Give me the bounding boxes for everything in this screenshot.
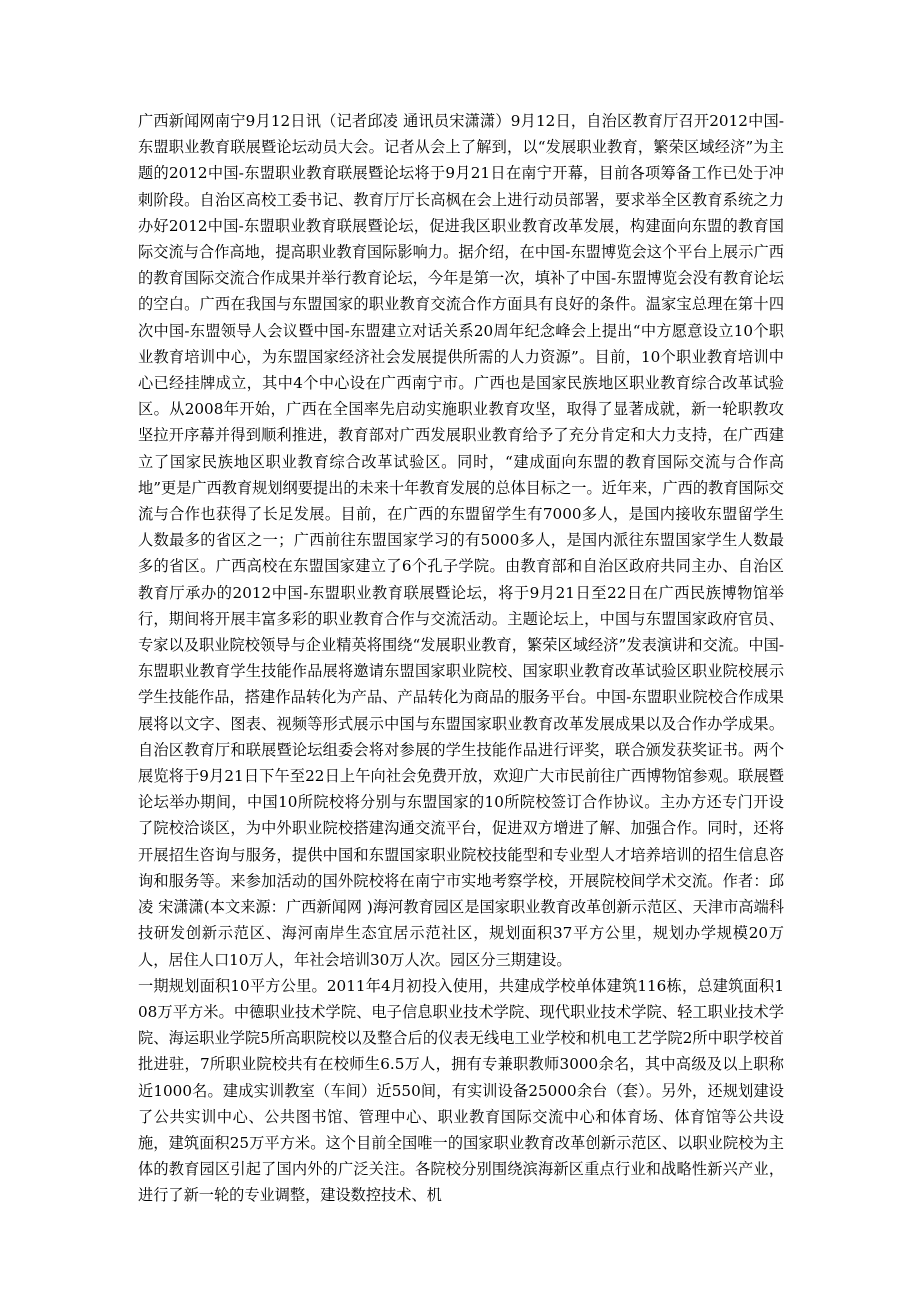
document-page	[138, 108, 784, 1209]
article-paragraph-1: 广西新闻网南宁9月12日讯（记者邱凌 通讯员宋潇潇）9月12日，自治区教育厅召开2012中国-东盟职业教育联展暨论坛动员大会。记者从会上了解到，以“发展职业教育，繁荣区域经济”为主题的2012中国-东盟职业教育联展暨论坛将于9月21日在南宁开幕，目前各项筹备工作已处于冲刺阶段。自治区高校工委书记、教育厅厅长高枫在会上进行动员部署，要求举全区教育系统之力办好2012中国-东盟职业教育联展暨论坛，促进我区职业教育改革发展，构建面向东盟的教育国际交流与合作高地，提高职业教育国际影响力。据介绍，在中国-东盟博览会这个平台上展示广西的教育国际交流合作成果并举行教育论坛，今年是第一次，填补了中国-东盟博览会没有教育论坛的空白。广西在我国与东盟国家的职业教育交流合作方面具有良好的条件。温家宝总理在第十四次中国-东盟领导人会议暨中国-东盟建立对话关系20周年纪念峰会上提出“中方愿意设立10个职业教育培训中心，为东盟国家经济社会发展提供所需的人力资源”。目前，10个职业教育培训中心已经挂牌成立，其中4个中心设在广西南宁市。广西也是国家民族地区职业教育综合改革试验区。从2008年开始，广西在全国率先启动实施职业教育攻坚，取得了显著成就，新一轮职教攻坚拉开序幕并得到顺利推进，教育部对广西发展职业教育给予了充分肯定和大力支持，在广西建立了国家民族地区职业教育综合改革试验区。同时，“建成面向东盟的教育国际交流与合作高地”更是广西教育规划纲要提出的未来十年教育发展的总体目标之一。近年来，广西的教育国际交流与合作也获得了长足发展。目前，在广西的东盟留学生有7000多人，是国内接收东盟留学生人数最多的省区之一；广西前往东盟国家学习的有5000多人，是国内派往东盟国家学生人数最多的省区。广西高校在东盟国家建立了6个孔子学院。由教育部和自治区政府共同主办、自治区教育厅承办的2012中国-东盟职业教育联展暨论坛，将于9月21日至22日在广西民族博物馆举行，期间将开展丰富多彩的职业教育合作与交流活动。主题论坛上，中国与东盟国家政府官员、专家以及职业院校领导与企业精英将围绕“发展职业教育，繁荣区域经济”发表演讲和交流。中国-东盟职业教育学生技能作品展将邀请东盟国家职业院校、国家职业教育改革试验区职业院校展示学生技能作品，搭建作品转化为产品、产品转化为商品的服务平台。中国-东盟职业院校合作成果展将以文字、图表、视频等形式展示中国与东盟国家职业教育改革发展成果以及合作办学成果。自治区教育厅和联展暨论坛组委会将对参展的学生技能作品进行评奖，联合颁发获奖证书。两个展览将于9月21日下午至22日上午向社会免费开放，欢迎广大市民前往广西博物馆参观。联展暨论坛举办期间，中国10所院校将分别与东盟国家的10所院校签订合作协议。主办方还专门开设了院校洽谈区，为中外职业院校搭建沟通交流平台，促进双方增进了解、加强合作。同时，还将开展招生咨询与服务，提供中国和东盟国家职业院校技能型和专业型人才培养培训的招生信息咨询和服务等。来参加活动的国外院校将在南宁市实地考察学校，开展院校间学术交流。作者：邱凌 宋潇潇(本文来源：广西新闻网 )海河教育园区是国家职业教育改革创新示范区、天津市高端科技研发创新示范区、海河南岸生态宜居示范社区，规划面积37平方公里，规划办学规模20万人，居住人口10万人，年社会培训30万人次。园区分三期建设。	[138, 112, 784, 969]
article-paragraph-2: 一期规划面积10平方公里。2011年4月初投入使用，共建成学校单体建筑116栋，总建筑面积108万平方米。中德职业技术学院、电子信息职业技术学院、现代职业技术学院、轻工职业技术学院、海运职业学院5所高职院校以及整合后的仪表无线电工业学校和机电工艺学院2所中职学校首批进驻，7所职业院校共有在校师生6.5万人，拥有专兼职教师3000余名，其中高级及以上职称近1000名。建成实训教室（车间）近550间，有实训设备25000余台（套）。另外，还规划建设了公共实训中心、公共图书馆、管理中心、职业教育国际交流中心和体育场、体育馆等公共设施，建筑面积25万平方米。这个目前全国唯一的国家职业教育改革创新示范区、以职业院校为主体的教育园区引起了国内外的广泛关注。各院校分别围绕滨海新区重点行业和战略性新兴产业，进行了新一轮的专业调整，建设数控技术、机	[138, 976, 784, 1205]
